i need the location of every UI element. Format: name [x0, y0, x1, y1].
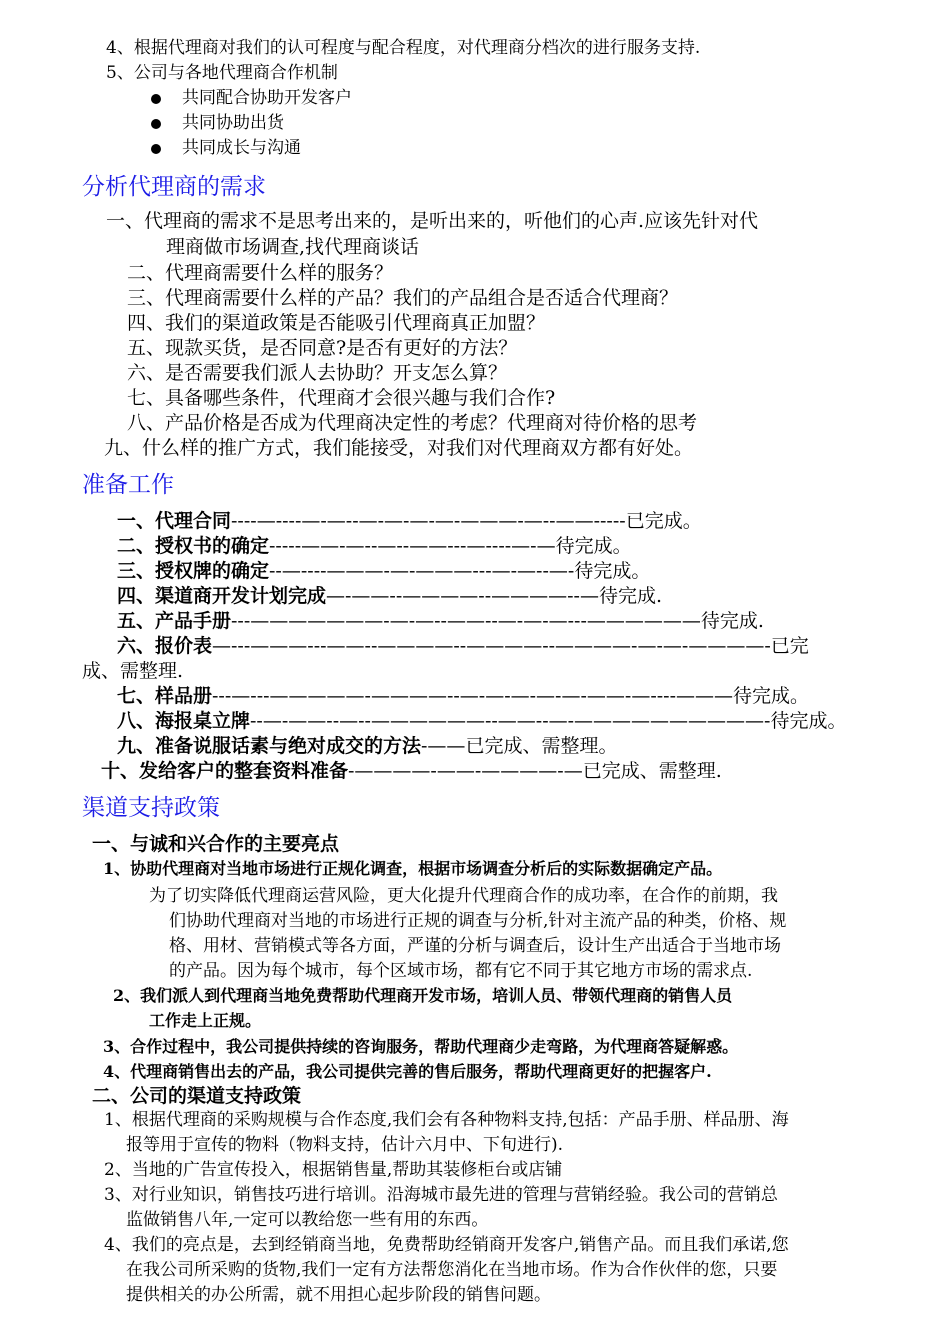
policy-point-1: 1、协助代理商对当地市场进行正规化调查，根据市场调查分析后的实际数据确定产品。 [103, 859, 723, 878]
prep-row: 十、发给客户的整套资料准备-————-——-————-—已完成、需整理. [101, 760, 722, 782]
bullet-icon [151, 94, 161, 104]
needs-item: 八、产品价格是否成为代理商决定性的考虑？代理商对待价格的思考 [127, 412, 698, 434]
section-heading-needs: 分析代理商的需求 [82, 174, 266, 200]
prep-row: 一、代理合同----—----—-—--—-—-—-—-———-—--——-----已完成。 [117, 510, 702, 532]
policy-subheading: 一、与诚和兴合作的主要亮点 [92, 833, 340, 855]
policy-support-item: 4、我们的亮点是，去到经销商当地，免费帮助经销商开发客户,销售产品。而且我们承诺,您 [104, 1235, 789, 1255]
prep-row: 六、报价表—---———---——--————--————--————-—-—-————-已完 [117, 635, 809, 657]
section-heading-prep: 准备工作 [82, 472, 174, 498]
policy-body-line: 们协助代理商对当地的市场进行正规的调查与分析,针对主流产品的种类，价格、规 [169, 911, 787, 931]
needs-item: 七、具备哪些条件，代理商才会很兴趣与我们合作? [127, 387, 556, 409]
policy-point-2-cont: 工作走上正规。 [149, 1011, 262, 1030]
bullet-item: 共同配合协助开发客户 [182, 88, 352, 108]
bullet-icon [151, 144, 161, 154]
policy-point-3: 3、合作过程中，我公司提供持续的咨询服务，帮助代理商少走弯路，为代理商答疑解惑。 [103, 1037, 739, 1056]
needs-item: 六、是否需要我们派人去协助？开支怎么算？ [127, 362, 508, 384]
needs-item-1: 一、代理商的需求不是思考出来的，是听出来的，听他们的心声.应该先针对代 [106, 210, 759, 232]
prep-row: 七、样品册---—---—————-————--—-—-—-—-—-——-—----———待完成。 [117, 685, 810, 707]
needs-item: 三、代理商需要什么样的产品？我们的产品组合是否适合代理商？ [127, 287, 679, 309]
section-heading-policy: 渠道支持政策 [82, 795, 220, 821]
bullet-item: 共同协助出货 [182, 113, 284, 133]
prep-row: 九、准备说服话素与绝对成交的方法-——已完成、需整理。 [117, 735, 618, 757]
needs-item: 四、我们的渠道政策是否能吸引代理商真正加盟？ [127, 312, 546, 334]
prep-row: 四、渠道商开发计划完成—-——--————--————--—待完成. [117, 585, 663, 607]
needs-item: 二、代理商需要什么样的服务？ [127, 262, 394, 284]
policy-support-item-cont: 在我公司所采购的货物,我们一定有方法帮您消化在当地市场。作为合作伙伴的您，只要 [126, 1260, 778, 1280]
top-item-4: 4、根据代理商对我们的认可程度与配合程度，对代理商分档次的进行服务支持. [106, 38, 701, 58]
prep-row: 三、授权牌的确定--—----———-—-———---—-—--—-待完成。 [117, 560, 651, 582]
policy-body-line: 格、用材、营销模式等各方面，严谨的分析与调查后，设计生产出适合于当地市场 [169, 936, 781, 956]
needs-item-9: 九、什么样的推广方式，我们能接受，对我们对代理商双方都有好处。 [104, 437, 694, 459]
policy-point-2: 2、我们派人到代理商当地免费帮助代理商开发市场，培训人员、带领代理商的销售人员 [113, 986, 733, 1005]
prep-row: 五、产品手册---———————-—-—--——--—-—-—---——————待完成. [117, 610, 764, 632]
bullet-item: 共同成长与沟通 [182, 138, 301, 158]
policy-subheading: 二、公司的渠道支持政策 [92, 1085, 302, 1107]
prep-row: 八、海报桌立牌--—-——--—--——————--——--—-——————————-待完成。 [117, 710, 847, 732]
policy-support-item-cont: 报等用于宣传的物料（物料支持，估计六月中、下旬进行). [126, 1135, 564, 1155]
policy-support-item: 2、当地的广告宣传投入，根据销售量,帮助其装修柜台或店铺 [104, 1160, 563, 1180]
policy-support-item: 3、对行业知识，销售技巧进行培训。沿海城市最先进的管理与营销经验。我公司的营销总 [104, 1185, 778, 1205]
bullet-icon [151, 119, 161, 129]
policy-body-line: 的产品。因为每个城市，每个区域市场，都有它不同于其它地方市场的需求点. [169, 961, 753, 981]
policy-support-item-cont: 提供相关的办公所需，就不用担心起步阶段的销售问题。 [126, 1285, 551, 1305]
policy-body-line: 为了切实降低代理商运营风险，更大化提升代理商合作的成功率，在合作的前期，我 [149, 886, 778, 906]
prep-row: 二、授权书的确定-----——-—--—--——---—----—-—待完成。 [117, 535, 632, 557]
policy-support-item-cont: 监做销售八年,一定可以教给您一些有用的东西。 [126, 1210, 489, 1230]
top-item-5: 5、公司与各地代理商合作机制 [106, 63, 338, 83]
needs-item-1-cont: 理商做市场调查,找代理商谈话 [166, 236, 420, 258]
prep-row-cont: 成、需整理. [82, 660, 184, 682]
needs-item: 五、现款买货，是否同意?是否有更好的方法？ [127, 337, 518, 359]
policy-support-item: 1、根据代理商的采购规模与合作态度,我们会有各种物料支持,包括：产品手册、样品册、海 [104, 1110, 789, 1130]
policy-point-4: 4、代理商销售出去的产品，我公司提供完善的售后服务，帮助代理商更好的把握客户. [103, 1062, 712, 1081]
